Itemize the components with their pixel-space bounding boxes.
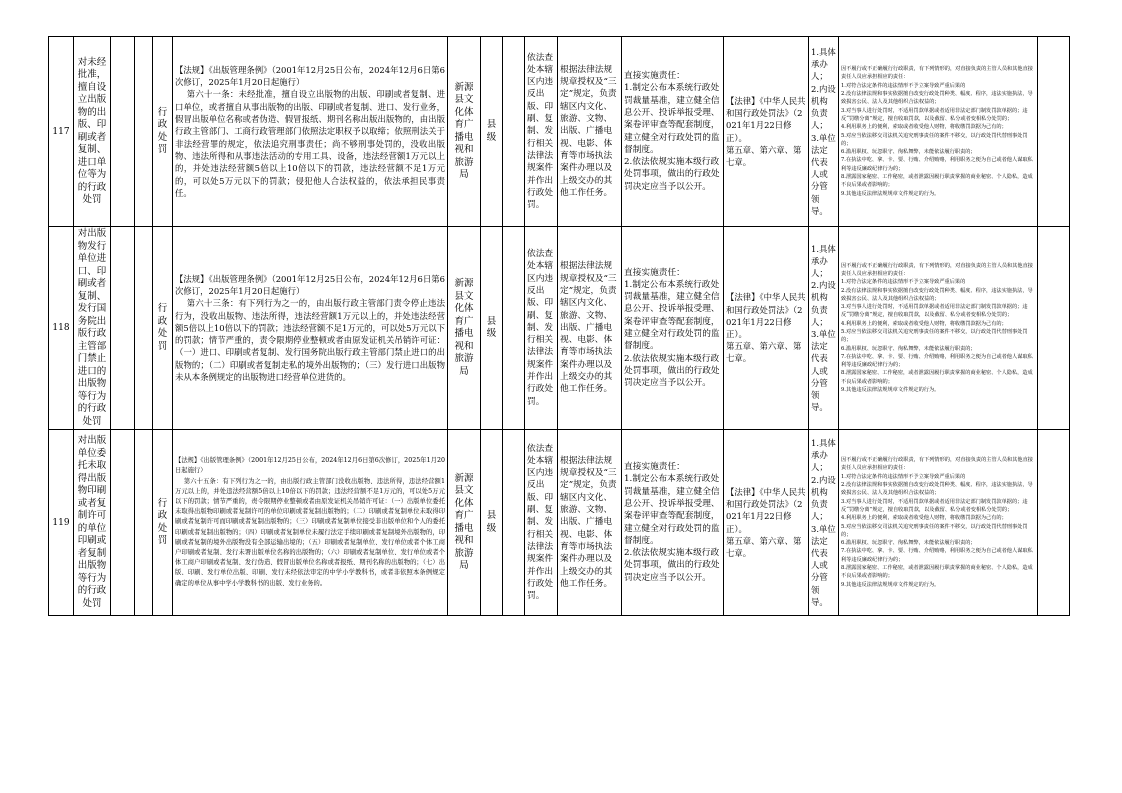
list-item: 7.在执法中吃、拿、卡、要、行贿、介绍贿赂，利用职务之便为自己或者他人谋取私利等违反廉政纪律行为的；	[841, 548, 1033, 563]
empty-cell	[135, 37, 153, 227]
inspection-scope: 依法查处本辖区内违反出版、印刷、复制、发行相关法律法规案件并作出行政处罚。	[525, 37, 558, 227]
power-list-table	[48, 36, 1070, 616]
law-title: 【法规】《出版管理条例》（2001年12月25日公布，2024年12月6日第6次修订，2025年1月20日起施行）	[175, 457, 445, 475]
list-item: 因不履行或不正确履行行政职责，有下列情形的，对直接负责的主管人员和其他直接责任人员应承担相应的责任：	[841, 262, 1033, 277]
empty-cell	[503, 227, 525, 430]
list-item: 9.其他违反法律法规规章文件规定的行为。	[841, 190, 940, 197]
list-item: 3.对当事人进行处罚时，不适用罚款单据或者适用非法定部门制发罚款单据的；违反“罚缴分离”规定，擅自收取罚款，以及截留、私分或者变相私分处罚的；	[841, 107, 1028, 122]
list-item: 6.滥用职权、玩忽职守、徇私舞弊，未能依法履行职责的；	[841, 345, 976, 352]
list-item: 9.其他违反法律法规规章文件规定的行为。	[841, 581, 940, 588]
empty-cell	[111, 430, 135, 616]
table-row	[49, 37, 1070, 227]
department: 新源县文化体育广播电视和旅游局	[448, 430, 481, 616]
responsibility: 直接实施责任： 1.制定公布本系统行政处罚裁量基准，建立健全信息公开、投诉举报受理、案卷评审查等配套制度，建立健全对行政处罚的监督制度。 2.依法依规实施本级行政处罚事项，做出的行政处罚决定应当予以公开。	[622, 430, 724, 616]
list-item: 4.利用职务上的便利，索取或者收受他人财物，将收缴罚款据为己有的；	[841, 124, 1007, 131]
responsible-subject: 1.具体承办人； 2.内设机构负责人； 3.单位法定代表人或分管领导。	[809, 227, 839, 430]
duty-basis: 根据法律法规规章授权及“三定”规定，负责辖区内文化、旅游、文物、出版、广播电视、电影、体育等市场执法案件办理以及上级交办的其他工作任务。	[558, 430, 622, 616]
law-article: 第六十一条：未经批准，擅自设立出版物的出版、印刷或者复制、进口单位，或者擅自从事出版物的出版、印刷或者复制、进口、发行业务，假冒出版单位名称或者伪造、假冒报纸、期刊名称出版出版物的，由出版行政主管部门、工商行政管理部门依照法定职权予以取缔；依照刑法关于非法经营罪的规定，依法追究刑事责任；尚不够刑事处罚的，没收出版物、违法所得和从事违法活动的专用工具、设备，违法经营额1万元以上的，并处违法经营额5倍以上10倍以下的罚款，违法经营额不足1万元的，可以处5万元以下的罚款；侵犯他人合法权益的，依法承担民事责任。	[175, 89, 445, 198]
responsibility: 直接实施责任： 1.制定公布本系统行政处罚裁量基准，建立健全信息公开、投诉举报受理、案卷评审查等配套制度，建立健全对行政处罚的监督制度。 2.依法依规实施本级行政处罚事项，做出的行政处罚决定应当予以公开。	[622, 37, 724, 227]
responsible-subject: 1.具体承办人； 2.内设机构负责人； 3.单位法定代表人或分管领导。	[809, 430, 839, 616]
row-number: 117	[49, 37, 74, 227]
list-item: 7.在执法中吃、拿、卡、要、行贿、介绍贿赂，利用职务之便为自己或者他人谋取私利等违反廉政纪律行为的；	[841, 157, 1033, 172]
inspection-scope: 依法查处本辖区内违反出版、印刷、复制、发行相关法律法规案件并作出行政处罚。	[525, 227, 558, 430]
law-article: 第六十三条：有下列行为之一的，由出版行政主管部门责令停止违法行为，没收出版物、违法所得，违法经营额1万元以上的，并处违法经营额5倍以上10倍以下的罚款；违法经营额不足1万元的，可以处5万元以下的罚款；情节严重的，责令限期停业整顿或者由原发证机关吊销许可证：（一）进口、印刷或者复制、发行国务院出版行政主管部门禁止进口的出版物的；（二）印刷或者复制走私的境外出版物的；（三）发行进口出版物未从本条例规定的出版物进口经营单位进货的。	[175, 298, 445, 383]
duty-basis: 根据法律法规规章授权及“三定”规定，负责辖区内文化、旅游、文物、出版、广播电视、电影、体育等市场执法案件办理以及上级交办的其他工作任务。	[558, 227, 622, 430]
empty-cell	[135, 430, 153, 616]
list-item: 8.泄露国家秘密、工作秘密，或者泄露因履行职责掌握的商业秘密、个人隐私，造成不良后果或者影响的；	[841, 370, 1033, 385]
department: 新源县文化体育广播电视和旅游局	[448, 227, 481, 430]
list-item: 2.没有法律法规和事实依据擅自改变行政处罚种类、幅度、程序，违法实施执法，导致损害公民、法人及其他组织合法权益的；	[841, 91, 1033, 106]
power-category: 行政处罚	[153, 430, 173, 616]
list-item: 6.滥用职权、玩忽职守、徇私舞弊，未能依法履行职责的；	[841, 540, 976, 547]
item-name: 对出版单位委托未取得出版物印刷或者复制许可的单位印刷或者复制出版物等行为的行政处罚	[74, 430, 111, 616]
list-item: 3.对当事人进行处罚时，不适用罚款单据或者适用非法定部门制发罚款单据的；违反“罚缴分离”规定，擅自收取罚款，以及截留、私分或者变相私分处罚的；	[841, 498, 1028, 513]
list-item: 5.对应当依法移交司法机关追究刑事责任的案件不移交，以行政处罚代替刑事处罚的；	[841, 329, 1028, 344]
inspection-scope: 依法查处本辖区内违反出版、印刷、复制、发行相关法律法规案件并作出行政处罚。	[525, 430, 558, 616]
duty-basis: 根据法律法规规章授权及“三定”规定，负责辖区内文化、旅游、文物、出版、广播电视、电影、体育等市场执法案件办理以及上级交办的其他工作任务。	[558, 37, 622, 227]
list-item: 5.对应当依法移交司法机关追究刑事责任的案件不移交，以行政处罚代替刑事处罚的；	[841, 523, 1028, 538]
item-name: 对出版物发行单位进口、印刷或者复制、发行国务院出版行政主管部门禁止进口的出版物等行为的行政处罚	[74, 227, 111, 430]
power-category: 行政处罚	[153, 37, 173, 227]
list-item: 3.对当事人进行处罚时，不适用罚款单据或者适用非法定部门制发罚款单据的；违反“罚缴分离”规定，擅自收取罚款，以及截留、私分或者变相私分处罚的；	[841, 304, 1028, 319]
empty-cell	[111, 227, 135, 430]
empty-cell	[1038, 37, 1070, 227]
empty-cell	[135, 227, 153, 430]
row-number: 118	[49, 227, 74, 430]
row-number: 119	[49, 430, 74, 616]
admin-level: 县级	[481, 37, 503, 227]
accountability-list	[839, 227, 1038, 430]
empty-cell	[111, 37, 135, 227]
responsibility: 直接实施责任： 1.制定公布本系统行政处罚裁量基准，建立健全信息公开、投诉举报受理、案卷评审查等配套制度，建立健全对行政处罚的监督制度。 2.依法依规实施本级行政处罚事项，做出的行政处罚决定应当予以公开。	[622, 227, 724, 430]
responsible-subject: 1.具体承办人； 2.内设机构负责人； 3.单位法定代表人或分管领导。	[809, 37, 839, 227]
list-item: 因不履行或不正确履行行政职责，有下列情形的，对直接负责的主管人员和其他直接责任人员应承担相应的责任：	[841, 457, 1033, 472]
department: 新源县文化体育广播电视和旅游局	[448, 37, 481, 227]
legal-basis-cell	[173, 430, 448, 616]
accountability-basis: 【法律】《中华人民共和国行政处罚法》（2021年1月22日修正）。 第五章、第六章、第七章。	[724, 430, 809, 616]
table-row	[49, 227, 1070, 430]
accountability-basis: 【法律】《中华人民共和国行政处罚法》（2021年1月22日修正）。 第五章、第六章、第七章。	[724, 227, 809, 430]
accountability-list	[839, 37, 1038, 227]
list-item: 4.利用职务上的便利，索取或者收受他人财物，将收缴罚款据为己有的；	[841, 320, 1007, 327]
list-item: 2.没有法律法规和事实依据擅自改变行政处罚种类、幅度、程序，违法实施执法，导致损害公民、法人及其他组织合法权益的；	[841, 482, 1033, 497]
list-item: 1.对符合法定条件的违法情形不予立案导致严重后果的	[841, 82, 966, 89]
empty-cell	[503, 430, 525, 616]
list-item: 6.滥用职权、玩忽职守、徇私舞弊，未能依法履行职责的；	[841, 149, 976, 156]
item-name: 对未经批准，擅自设立出版物的出版、印刷或者复制、进口单位等为的行政处罚	[74, 37, 111, 227]
list-item: 因不履行或不正确履行行政职责，有下列情形的，对直接负责的主管人员和其他直接责任人员应承担相应的责任：	[841, 66, 1033, 81]
accountability-list	[839, 430, 1038, 616]
empty-cell	[1038, 430, 1070, 616]
list-item: 8.泄露国家秘密、工作秘密，或者泄露因履行职责掌握的商业秘密、个人隐私，造成不良后果或者影响的；	[841, 173, 1033, 189]
list-item: 4.利用职务上的便利，索取或者收受他人财物，将收缴罚款据为己有的；	[841, 515, 1007, 522]
list-item: 8.泄露国家秘密、工作秘密，或者泄露因履行职责掌握的商业秘密、个人隐私，造成不良后果或者影响的；	[841, 564, 1033, 580]
empty-cell	[1038, 227, 1070, 430]
accountability-basis: 【法律】《中华人民共和国行政处罚法》（2021年1月22日修正）。 第五章、第六章、第七章。	[724, 37, 809, 227]
law-title: 【法规】《出版管理条例》（2001年12月25日公布，2024年12月6日第6次修订，2025年1月20日起施行）	[175, 273, 445, 296]
power-category: 行政处罚	[153, 227, 173, 430]
table-row	[49, 430, 1070, 616]
legal-basis-cell	[173, 37, 448, 227]
list-item: 2.没有法律法规和事实依据擅自改变行政处罚种类、幅度、程序，违法实施执法，导致损害公民、法人及其他组织合法权益的；	[841, 287, 1033, 302]
list-item: 7.在执法中吃、拿、卡、要、行贿、介绍贿赂，利用职务之便为自己或者他人谋取私利等违反廉政纪律行为的；	[841, 353, 1033, 369]
list-item: 1.对符合法定条件的违法情形不予立案导致严重后果的	[841, 279, 966, 286]
admin-level: 县级	[481, 430, 503, 616]
admin-level: 县级	[481, 227, 503, 430]
law-article: 第六十五条：有下列行为之一的，由出版行政主管部门没收出版物、违法所得，违法经营额1万元以上的，并处违法经营额5倍以上10倍以下的罚款；违法经营额不足1万元的，可以处5万元以下的罚款；情节严重的，责令限期停业整顿或者由原发证机关吊销许可证：（一）出版单位委托未取得出版物印刷或者复制许可的单位印刷或者复制出版物的；（二）印刷或者复制单位未取得印刷或者复制许可而印刷或者复制出版物的；（三）印刷或者复制单位接受非出版单位和个人的委托印刷或者复制出版物的；（四）印刷或者复制单位未履行法定手续印刷或者复制境外出版物的，印刷或者复制的境外出版物没有全部运输出境的；（五）印刷或者复制单位、发行单位或者个体工商户印刷或者复制、发行未署出版单位名称的出版物的；（六）印刷或者复制单位、发行单位或者个体工商户印刷或者复制、发行伪造、假冒出版单位名称或者报纸、期刊名称的出版物的；（七）出版、印刷、发行单位出版、印刷、发行未经依法审定的中学小学教科书，或者非依照本条例规定确定的单位从事中学小学教科书的出版、发行业务的。	[175, 477, 445, 587]
empty-cell	[503, 37, 525, 227]
legal-basis-cell	[173, 227, 448, 430]
law-title: 【法规】《出版管理条例》（2001年12月25日公布，2024年12月6日第6次修订，2025年1月20日起施行）	[175, 64, 445, 88]
list-item: 1.对符合法定条件的违法情形不予立案导致严重后果的	[841, 473, 966, 480]
list-item: 9.其他违反法律法规规章文件规定的行为。	[841, 387, 940, 394]
list-item: 5.对应当依法移交司法机关追究刑事责任的案件不移交，以行政处罚代替刑事处罚的；	[841, 132, 1028, 147]
